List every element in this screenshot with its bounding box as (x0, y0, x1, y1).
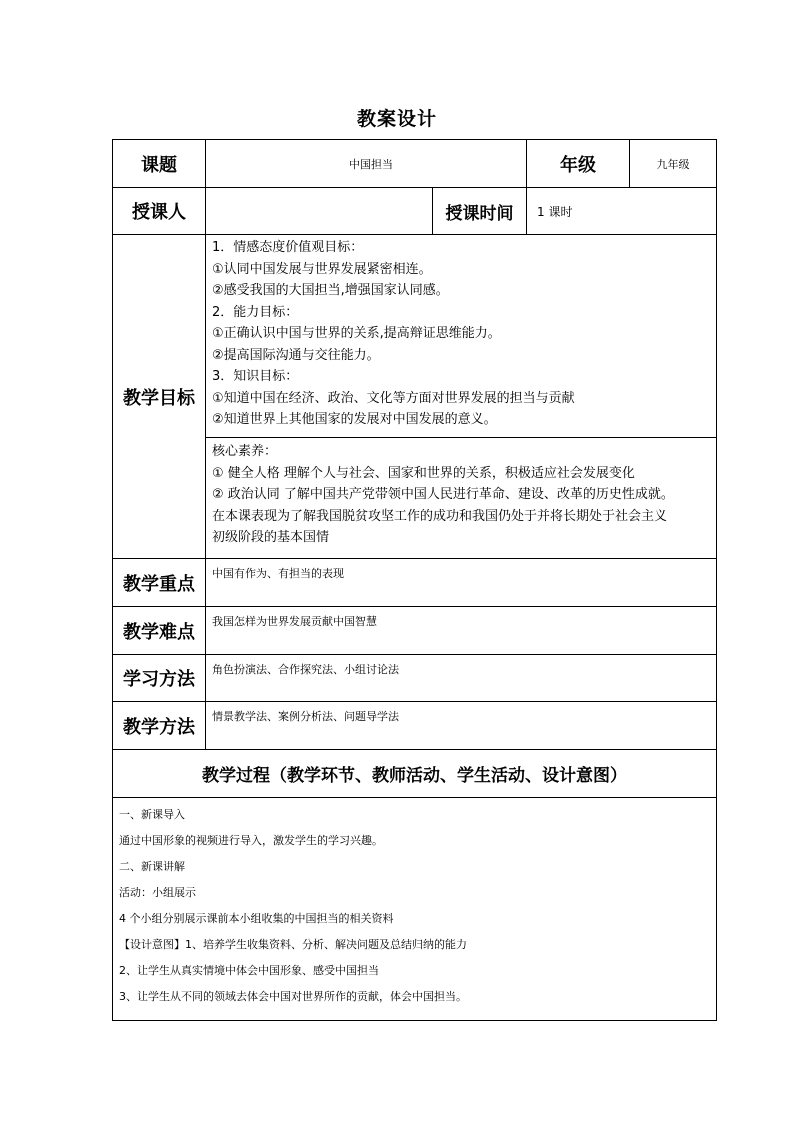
objective-line: 2．能力目标： (212, 304, 299, 320)
process-line: 二、新课讲解 (119, 860, 185, 873)
learning-method-value: 角色扮演法、合作探究法、小组讨论法 (206, 655, 717, 702)
objective-line: ②感受我国的大国担当,增强国家认同感。 (212, 283, 449, 298)
core-line: ② 政治认同 了解中国共产党带领中国人民进行革命、建设、改革的历史性成就。 (212, 487, 674, 502)
core-line: 在本课表现为了解我国脱贫攻坚工作的成功和我国仍处于并将长期处于社会主义 (212, 508, 668, 524)
process-content (113, 798, 717, 1021)
row-process (113, 798, 717, 1021)
page-title: 教案设计 (356, 108, 437, 130)
process-line: 3、让学生从不同的领域去体会中国对世界所作的贡献，体会中国担当。 (119, 990, 467, 1003)
topic-value: 中国担当 (206, 140, 527, 188)
grade-label: 年级 (527, 140, 630, 188)
objective-line: ①正确认识中国与世界的关系,提高辩证思维能力。 (212, 326, 501, 341)
row-objectives (113, 235, 717, 438)
grade-value: 九年级 (630, 140, 717, 188)
row-difficulty (113, 607, 717, 655)
time-value: 1 课时 (527, 188, 717, 235)
process-line: 4 个小组分别展示课前本小组收集的中国担当的相关资料 (119, 912, 394, 925)
difficulty-label: 教学难点 (113, 607, 206, 655)
objective-line: ①认同中国发展与世界发展紧密相连。 (212, 261, 432, 277)
teacher-value (206, 188, 433, 235)
objective-line: ②提高国际沟通与交往能力。 (212, 347, 380, 363)
learning-method-label: 学习方法 (113, 655, 206, 702)
key-point-label: 教学重点 (113, 559, 206, 607)
core-line: 初级阶段的基本国情 (212, 530, 330, 545)
row-learning-method (113, 655, 717, 702)
lesson-plan-table (112, 139, 717, 1021)
process-line: 一、新课导入 (119, 808, 185, 821)
topic-label: 课题 (113, 140, 206, 188)
core-line: 核心素养： (212, 444, 278, 459)
row-teaching-method (113, 702, 717, 750)
process-line: 通过中国形象的视频进行导入，激发学生的学习兴趣。 (119, 834, 383, 847)
objective-line: 1．情感态度价值观目标： (212, 240, 364, 255)
key-point-value: 中国有作为、有担当的表现 (206, 559, 717, 607)
core-line: ① 健全人格 理解个人与社会、国家和世界的关系，积极适应社会发展变化 (212, 465, 635, 481)
row-key-point (113, 559, 717, 607)
process-line: 活动：小组展示 (119, 886, 196, 899)
row-topic (113, 140, 717, 188)
row-process-heading (113, 750, 717, 798)
difficulty-value: 我国怎样为世界发展贡献中国智慧 (206, 607, 717, 655)
process-line: 【设计意图】1、培养学生收集资料、分析、解决问题及总结归纳的能力 (119, 938, 467, 951)
objective-line: 3．知识目标： (212, 369, 299, 384)
objective-line: ①知道中国在经济、政治、文化等方面对世界发展的担当与贡献 (212, 390, 575, 406)
objectives-label: 教学目标 (113, 235, 206, 559)
objectives-content (206, 235, 717, 438)
row-teacher (113, 188, 717, 235)
process-line: 2、让学生从真实情境中体会中国形象、感受中国担当 (119, 964, 379, 977)
time-label: 授课时间 (433, 188, 527, 235)
process-heading: 教学过程（教学环节、教师活动、学生活动、设计意图） (113, 750, 717, 798)
objective-line: ②知道世界上其他国家的发展对中国发展的意义。 (212, 412, 497, 427)
teacher-label: 授课人 (113, 188, 206, 235)
teaching-method-label: 教学方法 (113, 702, 206, 750)
core-literacy-content (206, 438, 717, 559)
teaching-method-value: 情景教学法、案例分析法、问题导学法 (206, 702, 717, 750)
